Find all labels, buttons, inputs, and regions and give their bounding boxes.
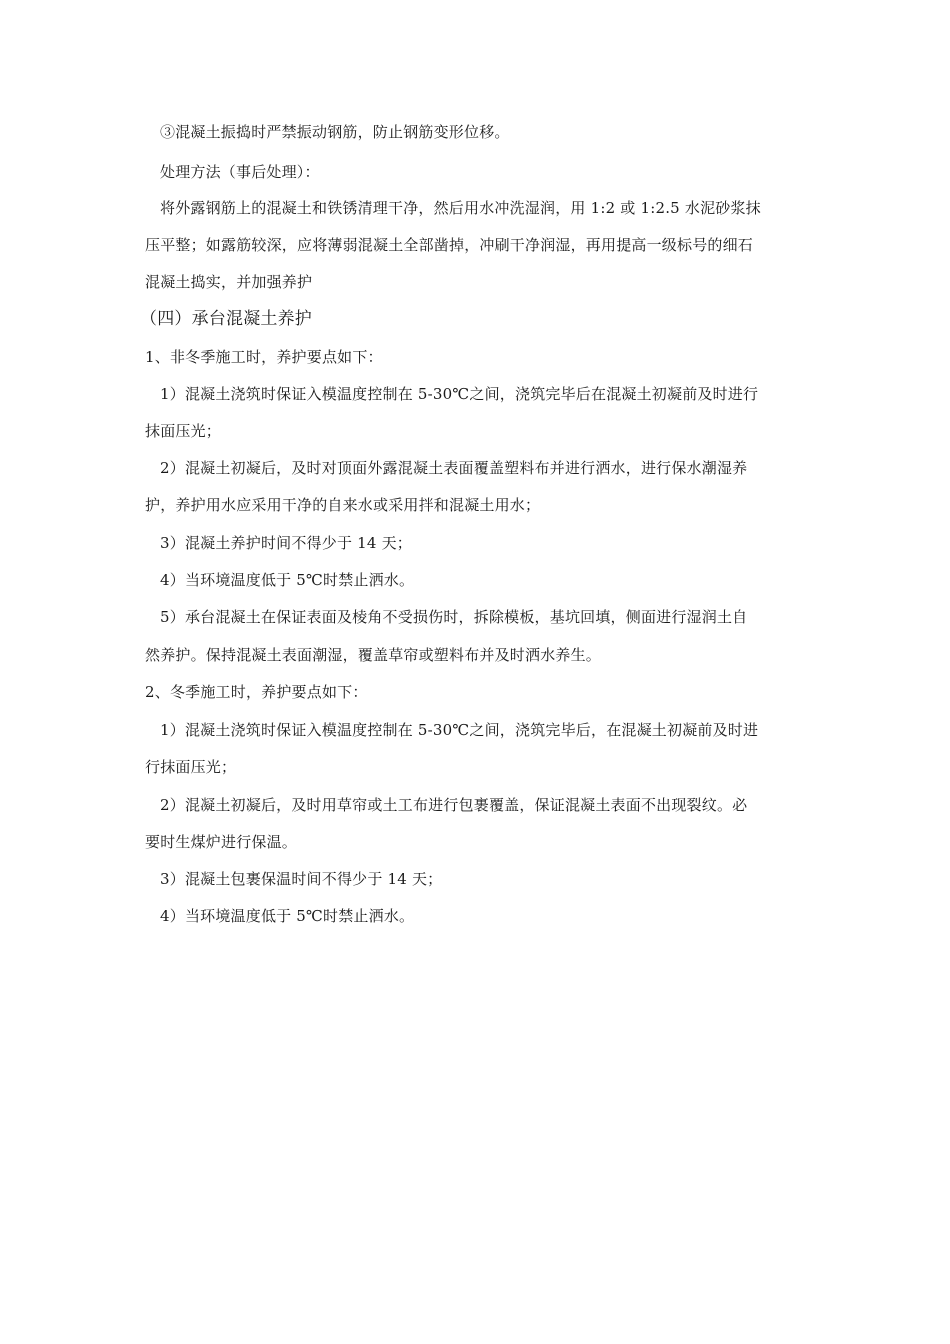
list-item: 4）当环境温度低于 5℃时禁止洒水。 <box>160 907 415 925</box>
list-item-continuation: 要时生煤炉进行保温。 <box>145 833 298 851</box>
list-item-continuation: 抹面压光； <box>145 422 222 440</box>
list-item: 1）混凝土浇筑时保证入模温度控制在 5-30℃之间，浇筑完毕后在混凝土初凝前及时进行 <box>160 385 759 403</box>
list-item-continuation: 行抹面压光； <box>145 758 237 776</box>
paragraph-treatment-line-1: 将外露钢筋上的混凝土和铁锈清理干净，然后用水冲洗湿润，用 1:2 或 1:2.5 水泥砂浆抹 <box>160 199 761 217</box>
list-item: 4）当环境温度低于 5℃时禁止洒水。 <box>160 571 415 589</box>
paragraph-rebar-vibration: ③混凝土振捣时严禁振动钢筋，防止钢筋变形位移。 <box>160 123 510 141</box>
paragraph-treatment-line-3: 混凝土捣实，并加强养护 <box>145 273 313 291</box>
paragraph-treatment-method: 处理方法（事后处理）： <box>160 163 320 181</box>
subsection-title-winter: 2、冬季施工时，养护要点如下： <box>145 683 368 701</box>
paragraph-treatment-line-2: 压平整；如露筋较深，应将薄弱混凝土全部凿掉，冲刷干净润湿，再用提高一级标号的细石 <box>145 236 754 254</box>
list-item: 2）混凝土初凝后，及时用草帘或土工布进行包裹覆盖，保证混凝土表面不出现裂纹。必 <box>160 796 748 814</box>
list-item: 2）混凝土初凝后，及时对顶面外露混凝土表面覆盖塑料布并进行洒水，进行保水潮湿养 <box>160 459 748 477</box>
list-item: 3）混凝土包裹保温时间不得少于 14 天； <box>160 870 443 888</box>
list-item-continuation: 然养护。保持混凝土表面潮湿，覆盖草帘或塑料布并及时洒水养生。 <box>145 646 602 664</box>
section-heading: （四）承台混凝土养护 <box>140 309 312 329</box>
list-item: 3）混凝土养护时间不得少于 14 天； <box>160 534 412 552</box>
list-item: 1）混凝土浇筑时保证入模温度控制在 5-30℃之间，浇筑完毕后，在混凝土初凝前及时进 <box>160 721 759 739</box>
subsection-title-non-winter: 1、非冬季施工时，养护要点如下： <box>145 348 383 366</box>
list-item-continuation: 护，养护用水应采用干净的自来水或采用拌和混凝土用水； <box>145 496 541 514</box>
list-item: 5）承台混凝土在保证表面及棱角不受损伤时，拆除模板，基坑回填，侧面进行湿润土自 <box>160 608 748 626</box>
